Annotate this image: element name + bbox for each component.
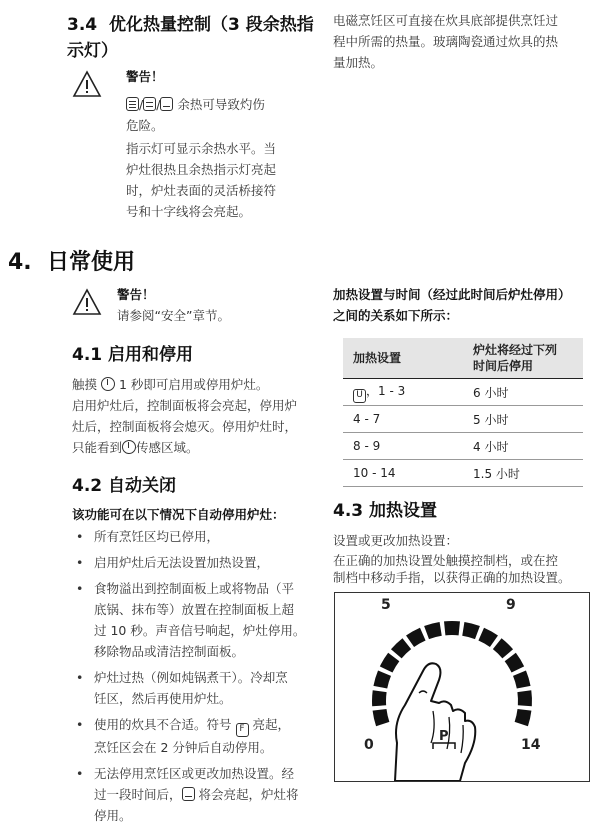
control-bar-segment (444, 621, 460, 635)
table-cell: 10 - 14 (343, 460, 463, 487)
control-bar-segment (406, 628, 426, 647)
section-4-1-body: 触摸 1 秒即可启用或停用炉灶。 启用炉灶后，控制面板将会亮起，停用炉 灶后，控制面板将会熄灭。停用炉灶时， 只能看到 传感区域。 (72, 377, 298, 455)
table-cell: U ，1 - 3 (343, 379, 463, 406)
auto-off-conditions (72, 526, 322, 831)
table-cell: 1.5 小时 (463, 460, 583, 487)
dial-label-0: 0 (364, 737, 374, 753)
table-cell: 8 - 9 (343, 433, 463, 460)
dial-label-9: 9 (506, 597, 516, 613)
keep-warm-icon: U (353, 389, 366, 403)
list-item: • 食物溢出到控制面板上或将物品（平 底锅、抹布等）放置在控制面板上超 过 10 秒。声音信号响起，炉灶停用。 移除物品或清洁控制面板。 (72, 578, 322, 662)
list-item: • 所有烹饪区均已停用， (72, 526, 322, 547)
section-4-3-body: 设置或更改加热设置： 在正确的加热设置处触摸控制档，或在控 制档中移动手指，以获得正确的加热设置。 (333, 533, 571, 585)
control-bar-segment (424, 622, 442, 639)
table-header-cell: 炉灶将经过下列 时间后停用 (463, 338, 583, 379)
table-header-row (343, 338, 583, 379)
safety-reference-text: 请参阅“安全”章节。 (117, 308, 230, 323)
table-row (343, 433, 583, 460)
induction-intro: 电磁烹饪区可直接在炊具底部提供烹饪过 程中所需的热量。玻璃陶瓷通过炊具的热 量加热。 (333, 13, 559, 70)
control-bar-segment (391, 638, 411, 658)
power-icon (122, 440, 136, 454)
pause-p-label: P (439, 729, 449, 744)
auto-off-intro: 该功能可在以下情况下自动停用炉灶： (72, 507, 285, 522)
residual-heat-low-icon (160, 97, 173, 111)
control-bar-segment (515, 709, 532, 726)
section-4-2-title: 4.2 自动关闭 (72, 476, 177, 496)
residual-heat-low-icon (182, 787, 195, 801)
residual-heat-warning-text: / / 余热可导致灼伤 危险。 指示灯可显示余热水平。当 炉灶很热且余热指示灯亮起 时，炉灶表面的灵活桥接符 号和十字线将会亮起。 (126, 97, 277, 219)
residual-heat-high-icon (126, 97, 139, 111)
section-3-4-title: 3.4 优化热量控制（3 段余热指 示灯） (67, 15, 314, 61)
relation-title: 加热设置与时间（经过此时间后炉灶停用） 之间的关系如下所示： (333, 287, 571, 323)
table-cell: 5 小时 (463, 406, 583, 433)
control-bar-segment (373, 709, 390, 726)
control-bar-segment (380, 653, 399, 673)
list-item: • 启用炉灶后无法设置加热设置， (72, 552, 322, 573)
warning-triangle-icon (72, 288, 102, 316)
power-icon (101, 377, 115, 391)
list-item: • 使用的炊具不合适。符号 F 亮起， 烹饪区会在 2 分钟后自动停用。 (72, 714, 322, 758)
table-row (343, 379, 583, 406)
warning-triangle-icon (72, 70, 102, 98)
table-cell: 4 - 7 (343, 406, 463, 433)
fault-f-icon: F (236, 723, 249, 737)
dial-label-5: 5 (381, 597, 391, 613)
control-bar-segment (372, 690, 387, 706)
table-row (343, 406, 583, 433)
auto-off-table (343, 338, 583, 487)
section-4-1-title: 4.1 启用和停用 (72, 345, 194, 365)
table-header-cell: 加热设置 (343, 338, 463, 379)
table-row (343, 460, 583, 487)
list-item: • 无法停用烹饪区或更改加热设置。经 过一段时间后， 将会亮起，炉灶将 停用。 (72, 763, 322, 826)
control-bar-segment (493, 638, 513, 658)
control-bar-segment (462, 622, 480, 639)
control-bar-segment (513, 671, 531, 689)
warning-label: 警告！ (126, 69, 164, 84)
control-bar-segment (517, 690, 532, 706)
control-bar-segment (373, 671, 391, 689)
finger-icon (395, 663, 475, 781)
section-4-3-title: 4.3 加热设置 (333, 501, 438, 521)
warning-label: 警告！ (117, 287, 155, 302)
residual-heat-medium-icon (143, 97, 156, 111)
table-cell: 4 小时 (463, 433, 583, 460)
control-bar-segment (505, 653, 524, 673)
dial-label-14: 14 (521, 737, 541, 753)
control-bar-segment (478, 628, 498, 647)
list-item: • 炉灶过热（例如炖锅煮干）。冷却烹 饪区，然后再使用炉灶。 (72, 667, 322, 709)
table-cell: 6 小时 (463, 379, 583, 406)
control-bar-illustration (334, 592, 590, 782)
section-4-title: 4. 日常使用 (8, 250, 136, 275)
